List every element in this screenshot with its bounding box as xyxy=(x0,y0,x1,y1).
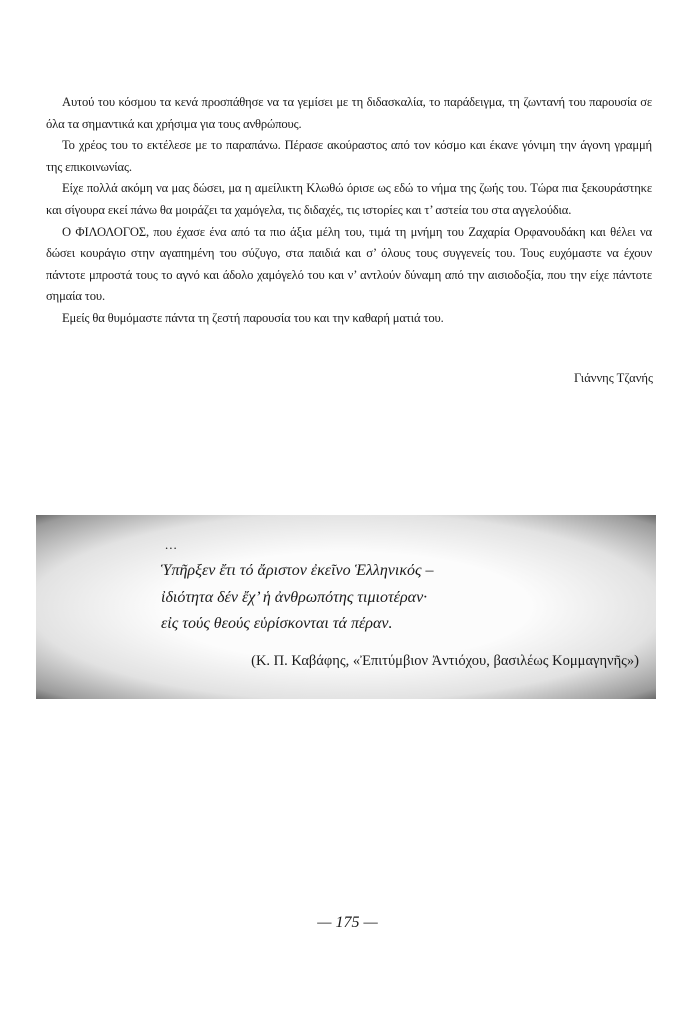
quote-box xyxy=(36,515,656,699)
paragraph: Αυτού του κόσμου τα κενά προσπάθησε να τα γεμίσει με τη διδασκαλία, το παράδειγμα, τη ζωντανή του παρουσία σε όλα τα σημαντικά και χρήσιμα για τους ανθρώπους. xyxy=(46,95,652,131)
paragraph: Εμείς θα θυμόμαστε πάντα τη ζεστή παρουσία του και την καθαρή ματιά του. xyxy=(62,310,444,325)
paragraph: Το χρέος του το εκτέλεσε με το παραπάνω. Πέρασε ακούραστος από τον κόσμο και έκανε γόνιμη την άγονη γραμμή της επικοινωνίας. xyxy=(46,138,652,174)
article-body xyxy=(46,92,652,330)
quote-ellipsis: ... xyxy=(165,537,178,552)
paragraph: Ο ΦΙΛΟΛΟΓΟΣ, που έχασε ένα από τα πιο άξια μέλη του, τιμά τη μνήμη του Ζαχαρία Ορφανουδάκη και θέλει να δώσει κουράγιο στην αγαπημένη του σύζυγο, στα παιδιά και σ’ όλους τους συγγενείς του. Τους ευχόμαστε να έχουν πάντοτε μπροστά τους το αγνό και άδολο χαμόγελό του και ν’ αντλούν δύναμη από την αισιοδοξία, που την είχε πάντοτε σημαία του. xyxy=(46,224,652,304)
paragraph: Είχε πολλά ακόμη να μας δώσει, μα η αμείλικτη Κλωθώ όρισε ως εδώ το νήμα της ζωής του. Τώρα πια ξεκουράστηκε και σίγουρα εκεί πάνω θα μοιράζει τα χαμόγελα, τις διδαχές, τις ιστορίες και τ’ αστεία του στα αγγελούδια. xyxy=(46,181,652,217)
quote-attribution: (Κ. Π. Καβάφης, «Ἐπιτύμβιον Ἀντιόχου, βασιλέως Κομμαγηνῆς») xyxy=(251,653,639,669)
author-signature: Γιάννης Τζανής xyxy=(573,371,653,385)
quote-line: ἰδιότητα δέν ἔχ’ ἡ ἀνθρωπότης τιμιοτέραν· xyxy=(161,589,428,606)
quote-line: Ὑπῆρξεν ἔτι τό ἄριστον ἐκεῖνο Ἑλληνικός – xyxy=(161,562,434,579)
page-number: — 175 — xyxy=(317,914,378,931)
quote-line: εἰς τούς θεούς εὑρίσκονται τά πέραν. xyxy=(161,615,393,632)
